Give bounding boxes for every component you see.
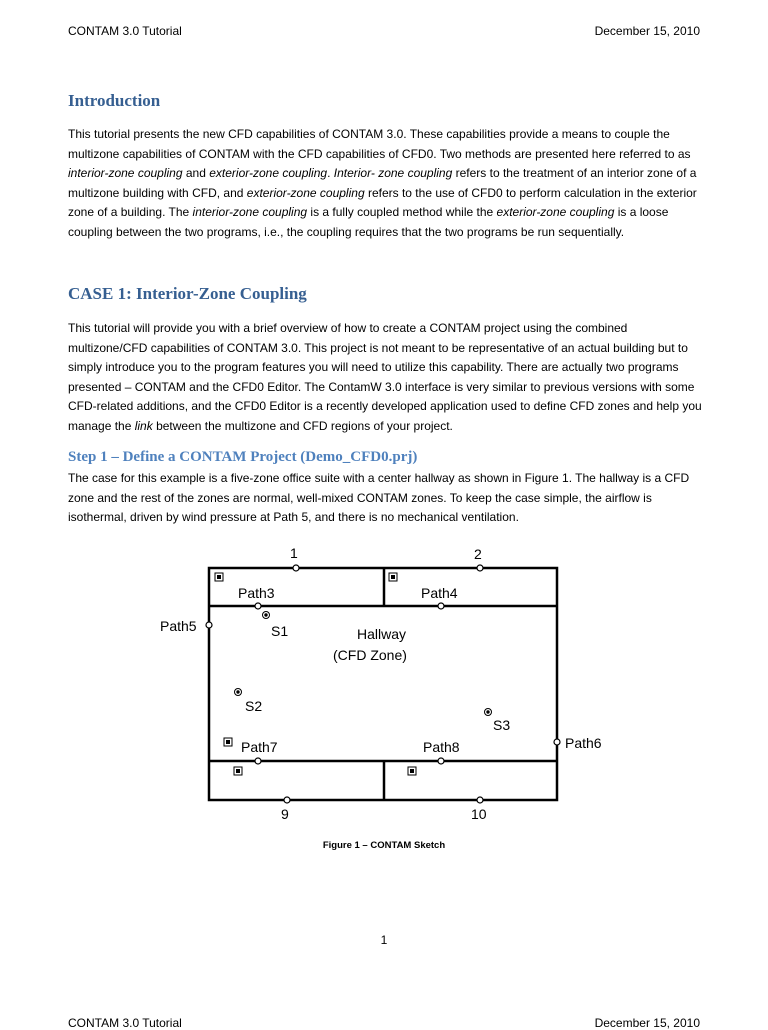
path-1-label: 1	[290, 545, 298, 561]
step1-paragraph: The case for this example is a five-zone office suite with a center hallway as shown in Figure 1. The hallway is a CFD zone and the rest of the zones are normal, well-mixed CONTAM zones. To keep the case simple, the airflow is isothermal, driven by wind pressure at Path 5, and there is no mechanical ventilation.	[68, 471, 690, 524]
header-title: CONTAM 3.0 Tutorial	[68, 24, 182, 38]
path-9-label: 9	[281, 806, 289, 822]
intro-paragraph: This tutorial presents the new CFD capabilities of CONTAM 3.0. These capabilities provide a means to couple the multizone capabilities of CONTAM with the CFD capabilities of CFD0. Two methods are presented here referred to as interior-zone coupling and exterior-zone coupling. Interior- zone coupling refers to the treatment of an interior zone of a multizone building with CFD, and exterior-zone coupling refers to the use of CFD0 to perform calculation in the exterior zone of a building. The interior-zone coupling is a fully coupled method while the exterior-zone coupling is a loose coupling between the two programs, i.e., the coupling requires that the two programs be run sequentially.	[68, 127, 697, 239]
path-8-label: Path8	[423, 739, 460, 755]
page-number: 1	[380, 933, 388, 947]
path-2-label: 2	[474, 546, 482, 562]
path-10-label: 10	[471, 806, 487, 822]
page-footer	[68, 1016, 700, 1030]
cfd-zone-label: (CFD Zone)	[333, 647, 407, 663]
path-5-label: Path5	[160, 618, 197, 634]
case1-heading: CASE 1: Interior-Zone Coupling	[68, 284, 307, 303]
path-6-label: Path6	[565, 735, 602, 751]
hallway-label: Hallway	[357, 626, 407, 642]
path-4-label: Path4	[421, 585, 458, 601]
case1-paragraph: This tutorial will provide you with a brief overview of how to create a CONTAM project using the combined multizone/CFD capabilities of CONTAM 3.0. This project is not meant to be representative of an actual building but to simply introduce you to the program features you will need to utilize this capability. There are actually two programs presented – CONTAM and the CFD0 Editor. The ContamW 3.0 interface is very similar to previous versions with some CFD-related additions, and the CFD0 Editor is a recently developed application used to define CFD zones and help you manage the link between the multizone and CFD regions of your project.	[68, 321, 702, 433]
page-header	[68, 24, 700, 38]
header-date: December 15, 2010	[594, 24, 700, 38]
intro-heading: Introduction	[68, 91, 161, 110]
figure-caption: Figure 1 – CONTAM Sketch	[322, 840, 446, 851]
path-7-label: Path7	[241, 739, 278, 755]
contam-sketch	[0, 540, 768, 830]
step1-heading: Step 1 – Define a CONTAM Project (Demo_CFD0.prj)	[68, 449, 418, 465]
source-s2-label: S2	[245, 698, 263, 714]
building-walls	[209, 568, 557, 800]
path-3-label: Path3	[238, 585, 275, 601]
source-s3-label: S3	[493, 717, 511, 733]
footer-title: CONTAM 3.0 Tutorial	[68, 1016, 182, 1030]
source-s1-label: S1	[271, 623, 289, 639]
footer-date: December 15, 2010	[594, 1016, 700, 1030]
